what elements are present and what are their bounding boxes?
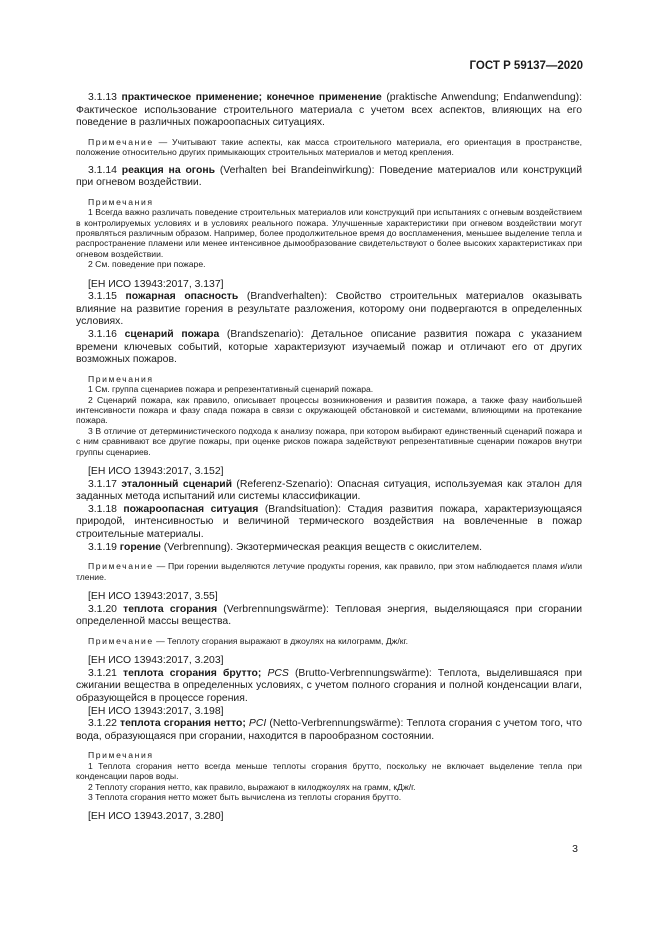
note-text: — Учитывают такие аспекты, как масса строительного материала, его ориентация в пространстве, положение относительно других примыкающих строительных материалов и метод крепления. (76, 136, 582, 158)
clause-number: 3.1.16 (88, 329, 117, 340)
note-item: 2 Сценарий пожара, как правило, описывает процессы возникновения и развития пожара, а также фазу наибольшей интенсивности пожара и фазу спада пожара в связи с окружающей обстановкой и системами, влияющими на протекание пожара. (76, 394, 582, 426)
term: пожарная опасность (125, 291, 239, 303)
note-item: 2 См. поведение при пожаре. (88, 259, 206, 270)
reference: [ЕН ИСО 13943:2017, 3.55] (88, 591, 218, 602)
term: теплота сгорания (123, 603, 218, 615)
definition-3-1-18 (76, 504, 582, 542)
note-label: Примечание (88, 136, 154, 147)
clause-number: 3.1.15 (88, 291, 117, 303)
definition-3-1-13 (76, 92, 582, 130)
reference: [ЕН ИСО 13943.2017, 3.280] (88, 811, 224, 823)
definition-text: (Verbrennung). Экзотермическая реакция веществ с окислителем. (160, 541, 483, 553)
note-item: 1 См. группа сценариев пожара и репрезентативный сценарий пожара. (88, 384, 374, 395)
term: сценарий пожара (124, 329, 220, 340)
definition-text: (Brandverhalten): Свойство строительных материалов оказывать влияние на развитие горения в результате разложения, которому они подвергаются в определенных условиях. (76, 291, 582, 328)
note-3-1-13 (76, 137, 582, 158)
note-item: 1 Теплота сгорания нетто всегда меньше теплоты сгорания брутто, поскольку не включает выделение тепла при конденсации паров воды. (76, 760, 582, 782)
note-text: — При горении выделяются летучие продукты горения, как правило, при этом наблюдается пламя и/или тление. (76, 561, 582, 582)
definition-3-1-20 (76, 604, 582, 629)
clause-number: 3.1.17 (88, 478, 117, 490)
note-item: 2 Теплоту сгорания нетто, как правило, выражают в килоджоулях на грамм, кДж/г. (88, 781, 416, 792)
clause-number: 3.1.13 (88, 92, 117, 103)
page-content (76, 92, 582, 824)
note-item: 1 Всегда важно различать поведение строительных материалов или конструкций при испытаниях с огневым воздействием в контролируемых условиях и в условиях реального пожара. Улучшенные характеристики при огневом воздействии могут проявляться различным образом. Например, более продолжительное время до воспламенения, меньшее выделение тепла и распространение пламени или менее интенсивное дымообразование свидетельствуют о более высоких характеристиках при огневом воздействии. (76, 207, 582, 259)
definition-text: (Referenz-Szenario): Опасная ситуация, используемая как эталон для заданных метода испытаний или системы классификации. (76, 478, 582, 503)
definition-3-1-22 (76, 718, 582, 743)
reference: [ЕН ИСО 13943:2017, 3.137] (88, 278, 224, 290)
clause-number: 3.1.22 (88, 718, 117, 730)
note-text: — Теплоту сгорания выражают в джоулях на килограмм, Дж/кг. (153, 635, 409, 646)
notes-heading: Примечания (88, 196, 154, 207)
note-item: 3 Теплота сгорания нетто может быть вычислена из теплоты сгорания брутто. (88, 791, 402, 802)
term: теплота сгорания нетто; (120, 718, 246, 730)
definition-text: (Netto-Verbrennungswärme): Теплота сгорания с учетом того, что вода, образующаяся при сгорании, находится в парообразном состоянии. (76, 718, 582, 742)
definition-text: (Brutto-Verbrennungswärme): Теплота, выделившаяся при сжигании вещества в определенных условиях, с учетом полного сгорания и полной конденсации влаги, образующейся в процессе горения. (76, 667, 583, 704)
term: практическое применение; конечное применение (121, 92, 382, 103)
abbreviation: PCS (261, 667, 289, 679)
standard-header: ГОСТ Р 59137—2020 (469, 60, 583, 72)
term: теплота сгорания брутто; (123, 667, 262, 679)
definition-3-1-16 (76, 329, 582, 367)
clause-number: 3.1.21 (88, 667, 117, 679)
note-label: Примечание (88, 635, 154, 646)
term: пожароопасная ситуация (123, 503, 259, 515)
clause-number: 3.1.14 (88, 164, 117, 176)
notes-heading: Примечания (88, 373, 154, 384)
note-3-1-19 (76, 561, 582, 582)
definition-3-1-15 (76, 291, 582, 329)
definition-3-1-14 (76, 165, 582, 190)
page-number: 3 (572, 843, 578, 855)
definition-text: (Verhalten bei Brandeinwirkung): Поведение материалов или конструкций при огневом воздействии. (76, 164, 582, 189)
definition-text: (Brandsituation): Стадия развития пожара, характеризующаяся природой, интенсивностью и величиной термического воздействия на вовлеченные в пожар строительные материалы. (76, 503, 583, 540)
clause-number: 3.1.19 (88, 541, 117, 553)
reference: [ЕН ИСО 13943:2017, 3.203] (88, 655, 224, 667)
notes-heading: Примечания (88, 750, 154, 761)
definition-3-1-17 (76, 479, 582, 504)
definition-text: (Brandszenario): Детальное описание развития пожара с указанием времени ключевых событий, которые характеризуют изучаемый пожар и отличают его от других возможных пожаров. (76, 329, 582, 366)
note-item: 3 В отличие от детерминистического подхода к анализу пожара, при котором выбирают единственный сценарий пожара и с ним сравнивают все другие пожары, при оценке рисков пожара задействуют репрезентативные сценарии пожаров внутри группы сценариев. (76, 425, 582, 457)
term: реакция на огонь (121, 164, 215, 176)
clause-number: 3.1.18 (88, 503, 117, 515)
definition-text: (Verbrennungswärme): Тепловая энергия, выделяющаяся при сгорании определенной массы вещества. (76, 603, 582, 628)
reference: [ЕН ИСО 13943:2017, 3.152] (88, 466, 224, 478)
definition-3-1-19 (76, 542, 582, 555)
clause-number: 3.1.20 (88, 603, 117, 615)
definition-text: (praktische Anwendung; Endanwendung): Фактическое использование строительного материала с учетом всех аспектов, влияющих на его поведение в различных пожароопасных ситуациях. (76, 92, 582, 129)
note-label: Примечание (88, 561, 154, 572)
term: эталонный сценарий (121, 478, 232, 490)
term: горение (119, 541, 161, 553)
reference: [ЕН ИСО 13943:2017, 3.198] (88, 705, 224, 717)
definition-3-1-21 (76, 668, 582, 706)
note-3-1-20 (76, 636, 582, 646)
abbreviation: PCI (245, 718, 267, 730)
